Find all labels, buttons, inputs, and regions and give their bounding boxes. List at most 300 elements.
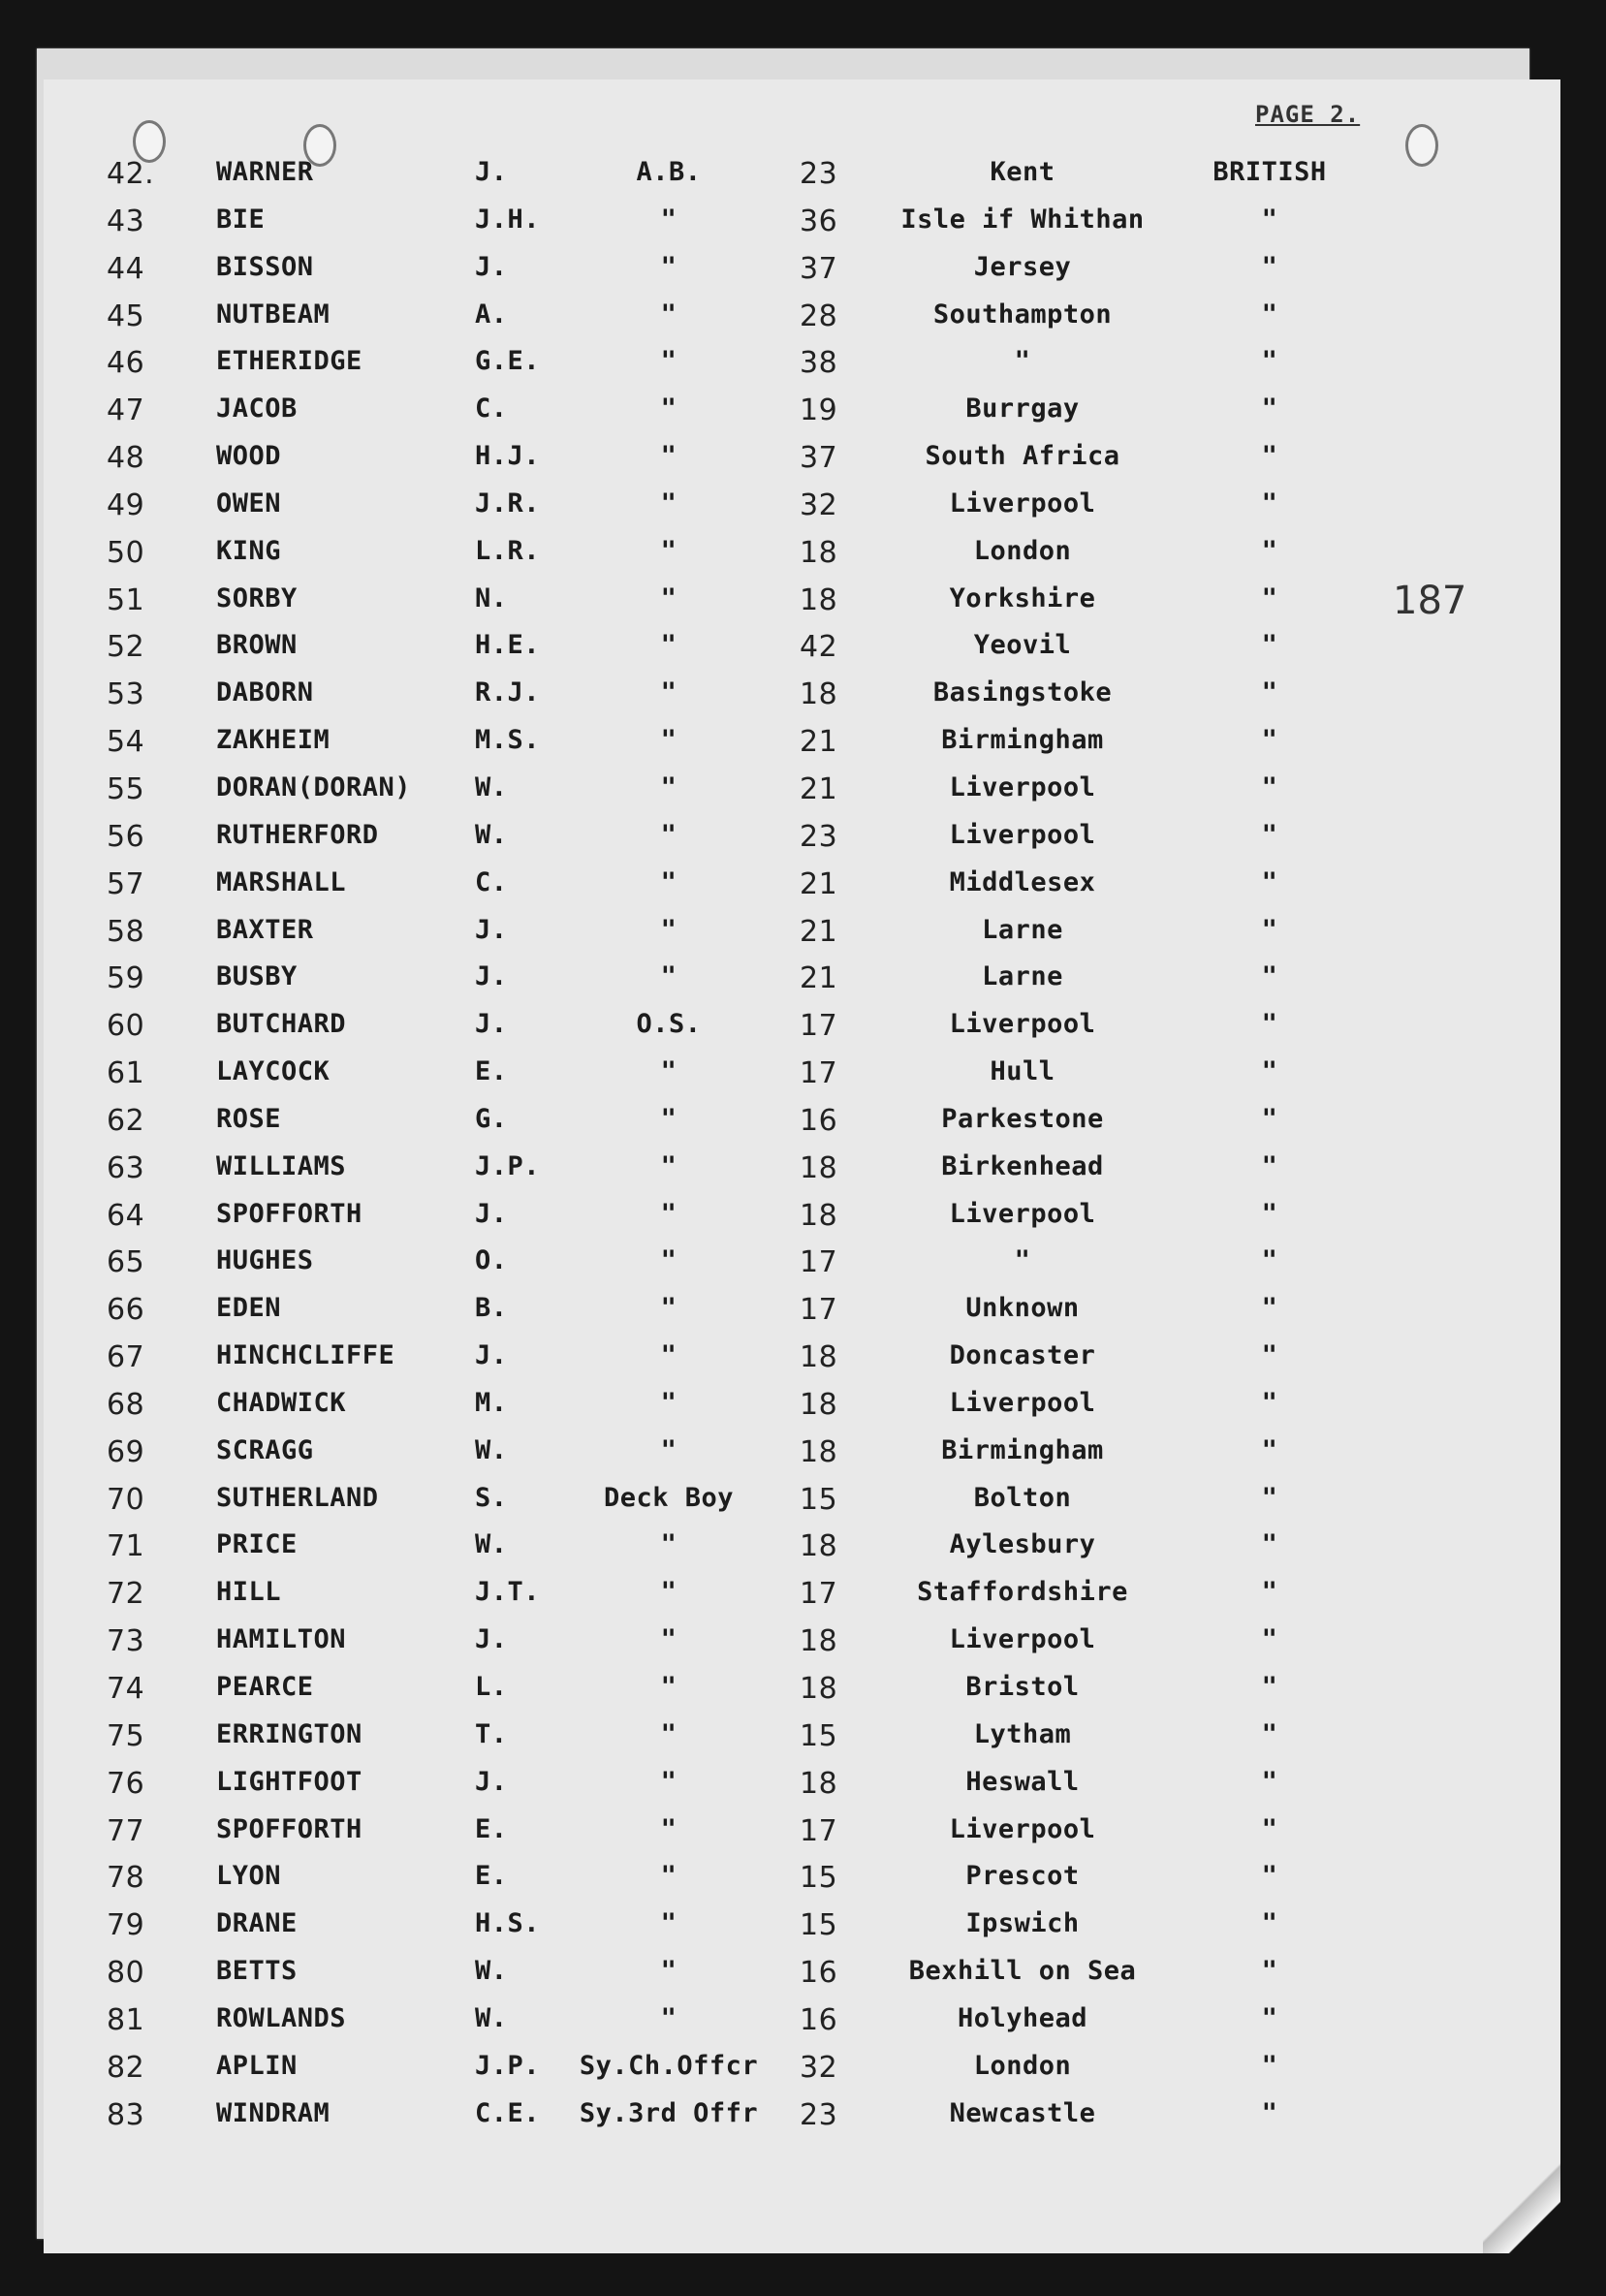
crew-name: ZAKHEIM bbox=[216, 725, 331, 756]
crew-age: 18 bbox=[800, 582, 838, 617]
entry-number: 47 bbox=[107, 393, 145, 428]
table-row bbox=[44, 1240, 1560, 1287]
page-label: PAGE 2. bbox=[1255, 101, 1361, 128]
crew-age: 17 bbox=[800, 1056, 838, 1091]
crew-rating: " bbox=[660, 441, 677, 472]
crew-initials: J.P. bbox=[475, 2050, 541, 2081]
birthplace: Liverpool bbox=[949, 1387, 1096, 1418]
table-row bbox=[44, 1571, 1560, 1619]
crew-rating: " bbox=[660, 1718, 677, 1749]
birthplace: Bexhill on Sea bbox=[908, 1956, 1137, 1987]
birthplace: Larne bbox=[982, 961, 1063, 992]
nationality: " bbox=[1261, 1245, 1278, 1276]
crew-name: SORBY bbox=[216, 582, 298, 613]
table-row bbox=[44, 1619, 1560, 1666]
birthplace: Heswall bbox=[965, 1766, 1080, 1797]
birthplace: Liverpool bbox=[949, 1198, 1096, 1229]
crew-age: 36 bbox=[800, 204, 838, 238]
crew-rating: " bbox=[660, 1150, 677, 1181]
crew-rating: Sy.Ch.Offcr bbox=[579, 2050, 759, 2081]
table-row bbox=[44, 672, 1560, 719]
birthplace: Southampton bbox=[932, 299, 1113, 330]
nationality: " bbox=[1261, 299, 1278, 330]
entry-number: 69 bbox=[107, 1434, 145, 1469]
nationality: " bbox=[1261, 204, 1278, 235]
entry-number: 52 bbox=[107, 630, 145, 665]
crew-rating: " bbox=[660, 1387, 677, 1418]
crew-age: 21 bbox=[800, 961, 838, 996]
crew-name: OWEN bbox=[216, 488, 282, 519]
entry-number: 44 bbox=[107, 251, 145, 286]
birthplace: Prescot bbox=[965, 1861, 1080, 1892]
crew-age: 18 bbox=[800, 1529, 838, 1564]
nationality: " bbox=[1261, 251, 1278, 282]
entry-number: 75 bbox=[107, 1718, 145, 1753]
nationality: " bbox=[1261, 346, 1278, 377]
crew-rating: " bbox=[660, 1293, 677, 1324]
birthplace: Bolton bbox=[973, 1482, 1072, 1513]
crew-initials: B. bbox=[475, 1293, 508, 1324]
crew-rating: " bbox=[660, 393, 677, 425]
crew-initials: E. bbox=[475, 1861, 508, 1892]
crew-rating: " bbox=[660, 1198, 677, 1229]
crew-rating: " bbox=[660, 1672, 677, 1702]
birthplace: Basingstoke bbox=[932, 677, 1113, 708]
crew-name: KING bbox=[216, 535, 282, 566]
crew-rating: " bbox=[660, 677, 677, 708]
nationality: " bbox=[1261, 1624, 1278, 1655]
table-row bbox=[44, 1477, 1560, 1525]
birthplace: Kent bbox=[990, 157, 1055, 187]
table-row bbox=[44, 1855, 1560, 1903]
birthplace: Liverpool bbox=[949, 1009, 1096, 1040]
crew-age: 37 bbox=[800, 441, 838, 476]
crew-name: HAMILTON bbox=[216, 1624, 347, 1655]
crew-age: 23 bbox=[800, 157, 838, 191]
crew-age: 15 bbox=[800, 1908, 838, 1943]
crew-name: DRANE bbox=[216, 1908, 298, 1939]
crew-age: 18 bbox=[800, 1624, 838, 1659]
table-row bbox=[44, 1997, 1560, 2045]
crew-rating: " bbox=[660, 1529, 677, 1560]
crew-name: PEARCE bbox=[216, 1672, 314, 1702]
nationality: " bbox=[1261, 771, 1278, 802]
entry-number: 71 bbox=[107, 1529, 145, 1564]
crew-age: 19 bbox=[800, 393, 838, 428]
birthplace: Isle if Whithan bbox=[900, 204, 1145, 235]
crew-initials: S. bbox=[475, 1482, 508, 1513]
nationality: " bbox=[1261, 2097, 1278, 2128]
crew-age: 18 bbox=[800, 677, 838, 712]
nationality: " bbox=[1261, 1009, 1278, 1040]
crew-name: HILL bbox=[216, 1577, 282, 1608]
nationality: " bbox=[1261, 2002, 1278, 2033]
entry-number: 45 bbox=[107, 299, 145, 333]
crew-name: APLIN bbox=[216, 2050, 298, 2081]
crew-rating: " bbox=[660, 488, 677, 519]
table-row bbox=[44, 151, 1560, 199]
entry-number: 80 bbox=[107, 1956, 145, 1991]
table-row bbox=[44, 2045, 1560, 2092]
crew-name: ETHERIDGE bbox=[216, 346, 362, 377]
table-row bbox=[44, 1003, 1560, 1051]
crew-age: 32 bbox=[800, 488, 838, 522]
entry-number: 42. bbox=[107, 157, 155, 191]
folded-corner bbox=[1483, 2156, 1560, 2253]
birthplace: Bristol bbox=[965, 1672, 1080, 1702]
crew-name: HINCHCLIFFE bbox=[216, 1340, 395, 1371]
crew-rating: " bbox=[660, 1103, 677, 1134]
crew-name: MARSHALL bbox=[216, 866, 347, 897]
crew-rating: " bbox=[660, 346, 677, 377]
nationality: " bbox=[1261, 1482, 1278, 1513]
birthplace: Lytham bbox=[973, 1718, 1072, 1749]
nationality: " bbox=[1261, 2050, 1278, 2081]
entry-number: 72 bbox=[107, 1577, 145, 1612]
crew-initials: W. bbox=[475, 1434, 508, 1465]
crew-initials: J. bbox=[475, 961, 508, 992]
crew-initials: M. bbox=[475, 1387, 508, 1418]
entry-number: 70 bbox=[107, 1482, 145, 1517]
crew-name: BAXTER bbox=[216, 914, 314, 945]
entry-number: 54 bbox=[107, 725, 145, 760]
crew-name: DABORN bbox=[216, 677, 314, 708]
nationality: " bbox=[1261, 630, 1278, 661]
birthplace: Hull bbox=[990, 1056, 1055, 1087]
crew-name: ERRINGTON bbox=[216, 1718, 362, 1749]
table-row bbox=[44, 1430, 1560, 1477]
crew-rating: " bbox=[660, 535, 677, 566]
crew-name: EDEN bbox=[216, 1293, 282, 1324]
crew-age: 18 bbox=[800, 1150, 838, 1185]
crew-age: 15 bbox=[800, 1482, 838, 1517]
table-row bbox=[44, 814, 1560, 862]
birthplace: Staffordshire bbox=[917, 1577, 1128, 1608]
crew-initials: J.T. bbox=[475, 1577, 541, 1608]
nationality: " bbox=[1261, 1813, 1278, 1844]
entry-number: 68 bbox=[107, 1387, 145, 1422]
crew-initials: W. bbox=[475, 1529, 508, 1560]
crew-name: LIGHTFOOT bbox=[216, 1766, 362, 1797]
birthplace: Jersey bbox=[973, 251, 1072, 282]
nationality: " bbox=[1261, 1956, 1278, 1987]
nationality: " bbox=[1261, 1861, 1278, 1892]
nationality: " bbox=[1261, 393, 1278, 425]
table-row bbox=[44, 1666, 1560, 1714]
birthplace: Burrgay bbox=[965, 393, 1080, 425]
crew-rating: " bbox=[660, 1245, 677, 1276]
crew-name: LAYCOCK bbox=[216, 1056, 331, 1087]
table-row bbox=[44, 530, 1560, 578]
nationality: " bbox=[1261, 1150, 1278, 1181]
crew-rating: " bbox=[660, 866, 677, 897]
crew-age: 18 bbox=[800, 1434, 838, 1469]
crew-initials: M.S. bbox=[475, 725, 541, 756]
crew-initials: H.E. bbox=[475, 630, 541, 661]
table-row bbox=[44, 862, 1560, 909]
crew-age: 28 bbox=[800, 299, 838, 333]
crew-initials: J. bbox=[475, 157, 508, 187]
crew-rating: O.S. bbox=[636, 1009, 702, 1040]
nationality: " bbox=[1261, 582, 1278, 613]
crew-initials: C.E. bbox=[475, 2097, 541, 2128]
table-row bbox=[44, 435, 1560, 483]
crew-initials: J. bbox=[475, 1624, 508, 1655]
crew-rating: " bbox=[660, 204, 677, 235]
nationality: " bbox=[1261, 1529, 1278, 1560]
crew-rating: " bbox=[660, 1766, 677, 1797]
birthplace: Liverpool bbox=[949, 1624, 1096, 1655]
crew-initials: J. bbox=[475, 1340, 508, 1371]
nationality: " bbox=[1261, 866, 1278, 897]
table-row bbox=[44, 909, 1560, 957]
crew-age: 21 bbox=[800, 725, 838, 760]
birthplace: Liverpool bbox=[949, 819, 1096, 850]
crew-rating: " bbox=[660, 961, 677, 992]
entry-number: 63 bbox=[107, 1150, 145, 1185]
crew-initials: H.J. bbox=[475, 441, 541, 472]
crew-age: 37 bbox=[800, 251, 838, 286]
crew-rating: " bbox=[660, 1861, 677, 1892]
crew-age: 21 bbox=[800, 771, 838, 806]
crew-initials: R.J. bbox=[475, 677, 541, 708]
crew-initials: J.R. bbox=[475, 488, 541, 519]
crew-age: 16 bbox=[800, 1103, 838, 1138]
table-row bbox=[44, 1903, 1560, 1950]
birthplace: Birkenhead bbox=[941, 1150, 1104, 1181]
birthplace: South Africa bbox=[925, 441, 1120, 472]
crew-rating: " bbox=[660, 582, 677, 613]
crew-initials: W. bbox=[475, 819, 508, 850]
nationality: " bbox=[1261, 1293, 1278, 1324]
entry-number: 60 bbox=[107, 1009, 145, 1044]
table-row bbox=[44, 578, 1560, 625]
table-row bbox=[44, 1335, 1560, 1382]
crew-age: 17 bbox=[800, 1293, 838, 1328]
crew-initials: N. bbox=[475, 582, 508, 613]
crew-initials: J. bbox=[475, 1198, 508, 1229]
entry-number: 58 bbox=[107, 914, 145, 949]
crew-rating: Sy.3rd Offr bbox=[579, 2097, 759, 2128]
table-row bbox=[44, 719, 1560, 767]
crew-initials: E. bbox=[475, 1813, 508, 1844]
crew-rating: " bbox=[660, 1056, 677, 1087]
crew-age: 18 bbox=[800, 1766, 838, 1801]
crew-age: 17 bbox=[800, 1009, 838, 1044]
crew-rating: " bbox=[660, 1340, 677, 1371]
birthplace: Parkestone bbox=[941, 1103, 1104, 1134]
nationality: " bbox=[1261, 1198, 1278, 1229]
crew-initials: J. bbox=[475, 251, 508, 282]
birthplace: Yorkshire bbox=[949, 582, 1096, 613]
entry-number: 48 bbox=[107, 441, 145, 476]
crew-name: BUTCHARD bbox=[216, 1009, 347, 1040]
crew-initials: C. bbox=[475, 866, 508, 897]
crew-name: JACOB bbox=[216, 393, 298, 425]
crew-rating: " bbox=[660, 2002, 677, 2033]
crew-rating: " bbox=[660, 1956, 677, 1987]
crew-rating: " bbox=[660, 725, 677, 756]
crew-age: 18 bbox=[800, 1340, 838, 1375]
birthplace: Liverpool bbox=[949, 771, 1096, 802]
crew-rating: " bbox=[660, 630, 677, 661]
entry-number: 57 bbox=[107, 866, 145, 901]
crew-name: CHADWICK bbox=[216, 1387, 347, 1418]
nationality: " bbox=[1261, 1908, 1278, 1939]
crew-name: WILLIAMS bbox=[216, 1150, 347, 1181]
crew-initials: G. bbox=[475, 1103, 508, 1134]
nationality: " bbox=[1261, 1766, 1278, 1797]
nationality: " bbox=[1261, 1434, 1278, 1465]
nationality: " bbox=[1261, 677, 1278, 708]
nationality: " bbox=[1261, 535, 1278, 566]
crew-age: 18 bbox=[800, 535, 838, 570]
entry-number: 79 bbox=[107, 1908, 145, 1943]
entry-number: 62 bbox=[107, 1103, 145, 1138]
birthplace: Aylesbury bbox=[949, 1529, 1096, 1560]
crew-age: 32 bbox=[800, 2050, 838, 2085]
table-row bbox=[44, 956, 1560, 1003]
crew-name: SPOFFORTH bbox=[216, 1198, 362, 1229]
entry-number: 66 bbox=[107, 1293, 145, 1328]
crew-name: BIE bbox=[216, 204, 266, 235]
nationality: " bbox=[1261, 441, 1278, 472]
table-row bbox=[44, 340, 1560, 388]
crew-age: 18 bbox=[800, 1387, 838, 1422]
crew-initials: T. bbox=[475, 1718, 508, 1749]
birthplace: Holyhead bbox=[957, 2002, 1088, 2033]
crew-rating: " bbox=[660, 1434, 677, 1465]
crew-name: NUTBEAM bbox=[216, 299, 331, 330]
nationality: " bbox=[1261, 1718, 1278, 1749]
birthplace: Doncaster bbox=[949, 1340, 1096, 1371]
birthplace: London bbox=[973, 535, 1072, 566]
nationality: " bbox=[1261, 1672, 1278, 1702]
nationality: " bbox=[1261, 1056, 1278, 1087]
crew-age: 17 bbox=[800, 1245, 838, 1280]
entry-number: 55 bbox=[107, 771, 145, 806]
crew-name: RUTHERFORD bbox=[216, 819, 379, 850]
table-row bbox=[44, 483, 1560, 530]
crew-initials: O. bbox=[475, 1245, 508, 1276]
entry-number: 61 bbox=[107, 1056, 145, 1091]
crew-rating: " bbox=[660, 914, 677, 945]
table-row bbox=[44, 1950, 1560, 1997]
crew-rating: " bbox=[660, 1624, 677, 1655]
nationality: BRITISH bbox=[1212, 157, 1327, 187]
crew-initials: J. bbox=[475, 1766, 508, 1797]
crew-name: BUSBY bbox=[216, 961, 298, 992]
crew-name: SPOFFORTH bbox=[216, 1813, 362, 1844]
birthplace: Liverpool bbox=[949, 1813, 1096, 1844]
crew-name: BETTS bbox=[216, 1956, 298, 1987]
nationality: " bbox=[1261, 819, 1278, 850]
birthplace: London bbox=[973, 2050, 1072, 2081]
crew-initials: L.R. bbox=[475, 535, 541, 566]
table-row bbox=[44, 624, 1560, 672]
birthplace: Ipswich bbox=[965, 1908, 1080, 1939]
table-row bbox=[44, 246, 1560, 294]
crew-initials: W. bbox=[475, 771, 508, 802]
crew-initials: C. bbox=[475, 393, 508, 425]
entry-number: 78 bbox=[107, 1861, 145, 1896]
nationality: " bbox=[1261, 961, 1278, 992]
entry-number: 81 bbox=[107, 2002, 145, 2037]
table-row bbox=[44, 1287, 1560, 1335]
crew-rating: " bbox=[660, 1813, 677, 1844]
crew-name: WINDRAM bbox=[216, 2097, 331, 2128]
table-row bbox=[44, 1098, 1560, 1146]
crew-initials: A. bbox=[475, 299, 508, 330]
table-row bbox=[44, 199, 1560, 246]
entry-number: 49 bbox=[107, 488, 145, 522]
table-row bbox=[44, 1382, 1560, 1430]
table-row bbox=[44, 388, 1560, 435]
crew-rating: " bbox=[660, 771, 677, 802]
crew-age: 17 bbox=[800, 1577, 838, 1612]
crew-age: 17 bbox=[800, 1813, 838, 1848]
crew-initials: W. bbox=[475, 1956, 508, 1987]
birthplace: Birmingham bbox=[941, 725, 1104, 756]
entry-number: 76 bbox=[107, 1766, 145, 1801]
table-row bbox=[44, 1761, 1560, 1808]
crew-name: WOOD bbox=[216, 441, 282, 472]
crew-initials: H.S. bbox=[475, 1908, 541, 1939]
nationality: " bbox=[1261, 1387, 1278, 1418]
entry-number: 46 bbox=[107, 346, 145, 381]
birthplace: Larne bbox=[982, 914, 1063, 945]
crew-rating: " bbox=[660, 251, 677, 282]
entry-number: 43 bbox=[107, 204, 145, 238]
document-page bbox=[44, 79, 1560, 2253]
table-row bbox=[44, 2092, 1560, 2140]
table-row bbox=[44, 1146, 1560, 1193]
crew-age: 23 bbox=[800, 2097, 838, 2132]
entry-number: 50 bbox=[107, 535, 145, 570]
crew-age: 42 bbox=[800, 630, 838, 665]
entry-number: 53 bbox=[107, 677, 145, 712]
crew-name: HUGHES bbox=[216, 1245, 314, 1276]
birthplace: Unknown bbox=[965, 1293, 1080, 1324]
nationality: " bbox=[1261, 725, 1278, 756]
nationality: " bbox=[1261, 1577, 1278, 1608]
entry-number: 82 bbox=[107, 2050, 145, 2085]
crew-age: 18 bbox=[800, 1198, 838, 1233]
table-row bbox=[44, 767, 1560, 814]
crew-rating: " bbox=[660, 1577, 677, 1608]
table-row bbox=[44, 1524, 1560, 1571]
crew-name: ROSE bbox=[216, 1103, 282, 1134]
crew-age: 15 bbox=[800, 1718, 838, 1753]
birthplace: Liverpool bbox=[949, 488, 1096, 519]
crew-initials: J. bbox=[475, 914, 508, 945]
crew-name: WARNER bbox=[216, 157, 314, 187]
entry-number: 59 bbox=[107, 961, 145, 996]
birthplace: Yeovil bbox=[973, 630, 1072, 661]
crew-initials: J.P. bbox=[475, 1150, 541, 1181]
crew-name: SCRAGG bbox=[216, 1434, 314, 1465]
birthplace: Middlesex bbox=[949, 866, 1096, 897]
nationality: " bbox=[1261, 914, 1278, 945]
crew-initials: J. bbox=[475, 1009, 508, 1040]
entry-number: 56 bbox=[107, 819, 145, 854]
crew-age: 21 bbox=[800, 914, 838, 949]
birthplace: Birmingham bbox=[941, 1434, 1104, 1465]
crew-name: LYON bbox=[216, 1861, 282, 1892]
entry-number: 73 bbox=[107, 1624, 145, 1659]
entry-number: 74 bbox=[107, 1672, 145, 1706]
crew-age: 16 bbox=[800, 2002, 838, 2037]
